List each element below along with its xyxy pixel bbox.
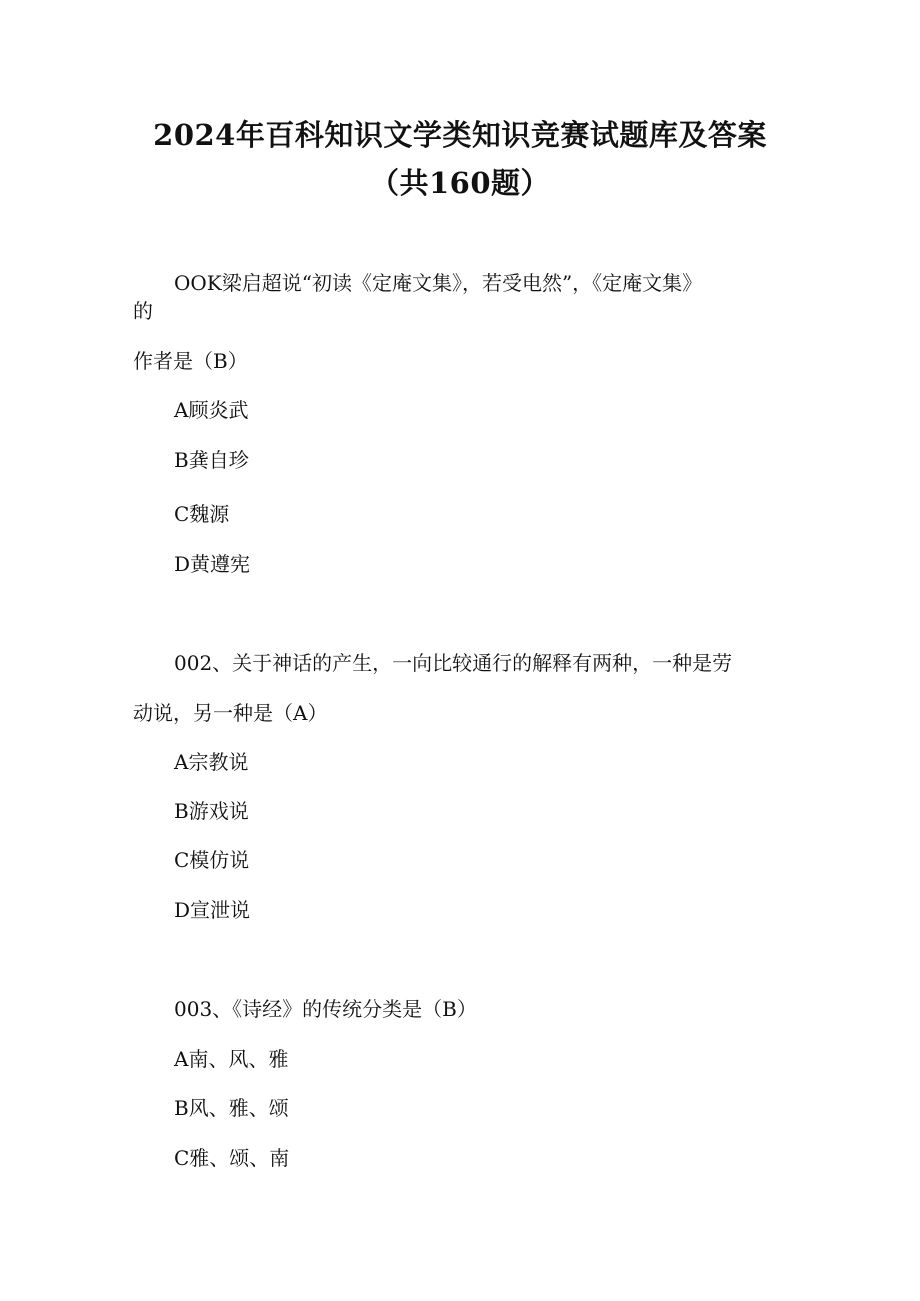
document-title: 2024年百科知识文学类知识竞赛试题库及答案 [153,118,767,152]
question-3-option-a: A南、风、雅 [174,1047,289,1071]
question-1-option-d: D黄遵宪 [174,552,251,576]
question-2-option-c: C模仿说 [174,848,250,872]
question-1-text-cont: 的 [133,299,153,323]
question-2-text-cont: 动说，另一种是（A） [133,701,328,725]
question-2-text: 002、关于神话的产生，一向比较通行的解释有两种，一种是劳 [174,651,733,675]
question-1-text: OOK梁启超说“初读《定庵文集》，若受电然”，《定庵文集》 [174,271,703,295]
question-1-option-a: A顾炎武 [174,398,249,422]
question-3-option-b: B风、雅、颂 [174,1096,289,1120]
document-subtitle: （共160题） [369,166,551,200]
question-2-option-b: B游戏说 [174,799,249,823]
question-2-option-d: D宣泄说 [174,898,251,922]
question-2-option-a: A宗教说 [174,750,249,774]
question-1-text-cont: 作者是（B） [133,349,248,373]
question-1-option-b: B龚自珍 [174,448,249,472]
question-3-option-c: C雅、颂、南 [174,1146,290,1170]
question-3-text: 003、《诗经》的传统分类是（B） [174,997,477,1021]
question-1-option-c: C魏源 [174,502,230,526]
